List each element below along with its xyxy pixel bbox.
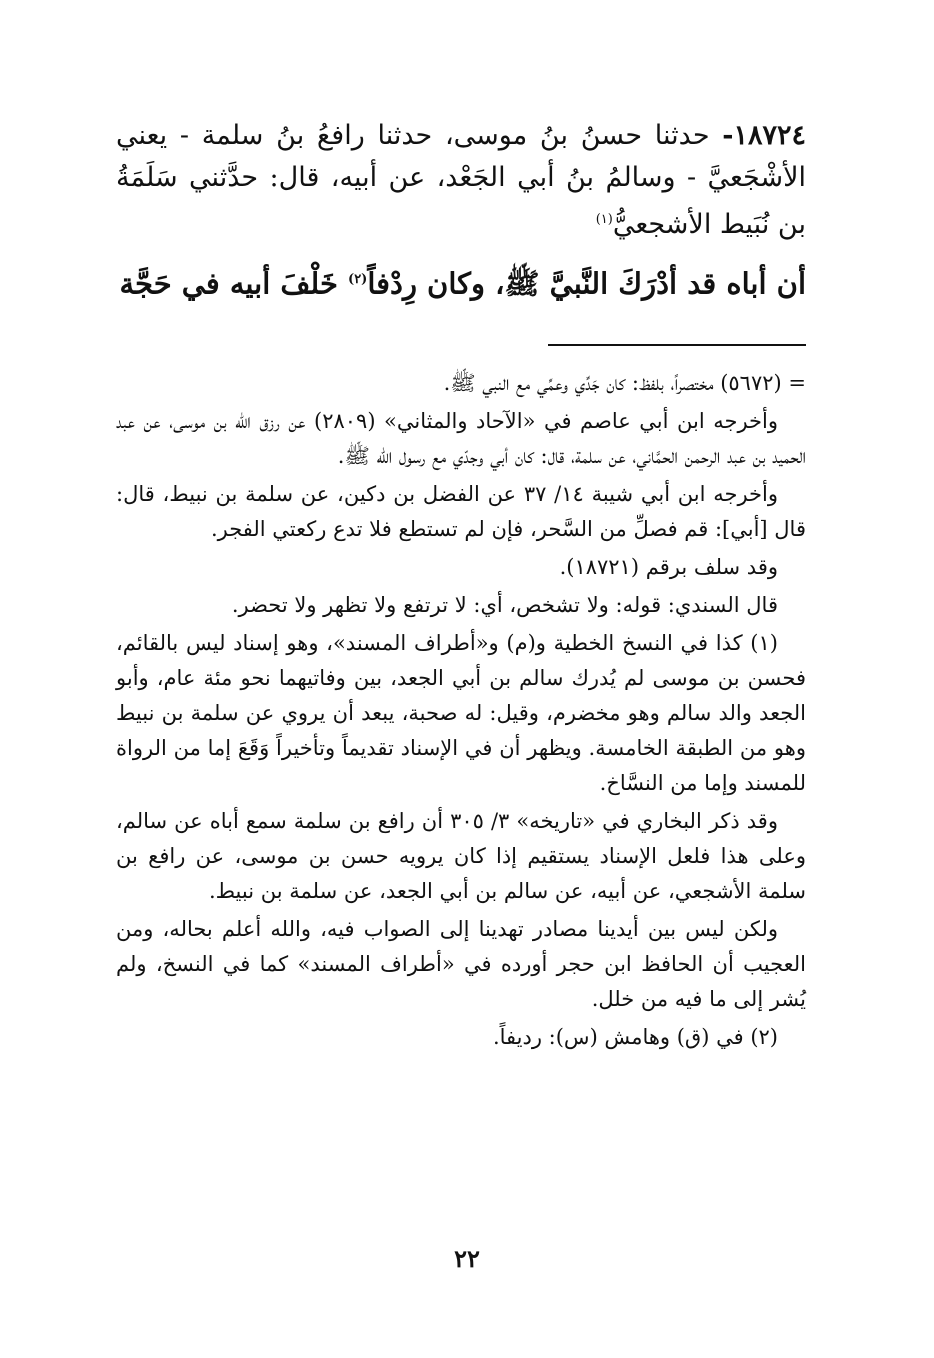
matn-text-part2: خَلْفَ أبيه في حَجَّة [119, 266, 349, 301]
hadith-number: ١٨٧٢٤- [722, 120, 806, 151]
isnad-text: حدثنا حسنُ بنُ موسى، حدثنا رافعُ بنُ سلمة - يعني الأشْجَعيَّ - وسالمُ بنُ أبي الجَعْد، عن أبيه، قال: حدَّثني سَلَمَةُ بن نُبَيط الأشجعيُّ [116, 120, 806, 240]
footnote-ref-1: (١) [595, 212, 613, 227]
footnote-paragraph: (٢) في (ق) وهامش (س): رديفاً. [492, 1025, 778, 1049]
footnote-paragraph: (١) كذا في النسخ الخطية و(م) و«أطراف المسند»، وهو إسناد ليس بالقائم، فحسن بن موسى لم يُدرك سالم بن أبي الجعد، بين وفاتيهما نحو مئة عام، وأبو الجعد والد سالم وهو مخضرم، وقيل: له صحبة، يبعد أن يروي عن سلمة بن نبيط وهو من الطبقة الخامسة. ويظهر أن في الإسناد تقديماً وتأخيراً وَقَعَ إما من الرواة للمسند وإما من النسَّاخ. [116, 631, 806, 795]
page-number: ٢٢ [454, 1244, 480, 1273]
hadith-isnad [116, 115, 806, 246]
footnote-divider [548, 344, 806, 346]
footnote-paragraph: ولكن ليس بين أيدينا مصادر تهدينا إلى الصواب فيه، والله أعلم بحاله، ومن العجيب أن الحافظ ابن حجر أورده في «أطراف المسند» كما في النسخ، ولم يُشر إلى ما فيه من خلل. [116, 917, 806, 1011]
footnote-paragraph: = (٥٦٧٢) مختصراً، بلفظ: كان جَدِّي وعمِّي مع النبي ﷺ. [443, 371, 806, 395]
footnote-paragraph: وأخرجه ابن أبي شيبة ١٤/ ٣٧ عن الفضل بن دكين، عن سلمة بن نبيط، قال: قال [أبي]: قم فصلِّ من السَّحر، فإن لم تستطع فلا تدع ركعتي الفجر. [116, 482, 806, 541]
footnote-paragraph: وأخرجه ابن أبي عاصم في «الآحاد والمثاني» (٢٨٠٩) عن رزق الله بن موسى، عن عبد الحميد بن عبد الرحمن الحمَّاني، عن سلمة، قال: كان أبي وجدّي مع رسول الله ﷺ. [116, 409, 806, 468]
footnote-paragraph: وقد سلف برقم (١٨٧٢١). [559, 555, 778, 579]
footnote-paragraph: قال السندي: قوله: ولا تشخص، أي: لا ترتفع ولا تظهر ولا تحضر. [231, 593, 778, 617]
matn-text-part1: أن أباه قد أدْرَكَ النَّبيَّ ﷺ، وكان رِدْفاً [367, 266, 806, 301]
footnotes [116, 366, 806, 1058]
footnote-paragraph: وقد ذكر البخاري في «تاريخه» ٣/ ٣٠٥ أن رافع بن سلمة سمع أباه عن سالم، وعلى هذا فلعل الإسناد يستقيم إذا كان يرويه حسن بن موسى، عن رافع بن سلمة الأشجعي، عن أبيه، عن سالم بن أبي الجعد، عن سلمة بن نبيط. [116, 809, 806, 903]
footnote-ref-2: (٢) [348, 272, 368, 287]
hadith-matn [116, 258, 806, 306]
hadith-block [116, 115, 806, 306]
